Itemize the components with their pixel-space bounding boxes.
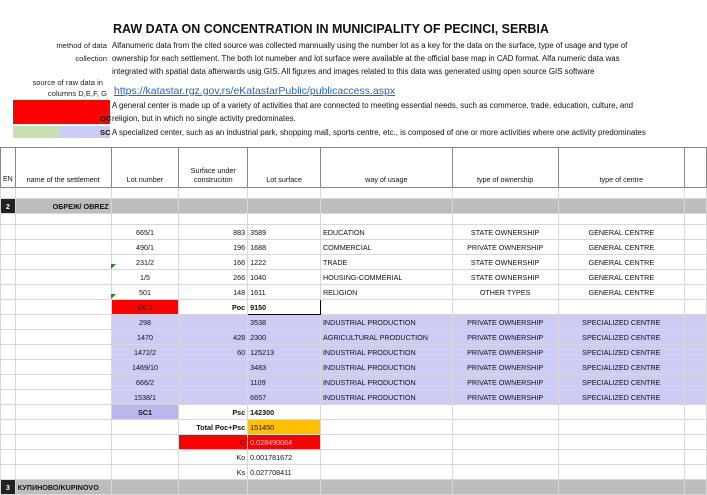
source-label-2: columns D,E,F, G: [47, 89, 107, 98]
surface-cell[interactable]: [179, 315, 248, 330]
lot-cell[interactable]: 665/1: [111, 225, 179, 240]
centre-cell[interactable]: SPECIALIZED CENTRE: [558, 345, 685, 360]
total-value[interactable]: 151450: [248, 420, 321, 435]
comment-indicator-icon: [111, 264, 116, 269]
table-row: [1, 390, 707, 405]
ko-value[interactable]: 0.001781672: [248, 450, 321, 465]
summary-ks-row: [1, 465, 707, 480]
centre-cell[interactable]: SPECIALIZED CENTRE: [558, 375, 685, 390]
usage-cell[interactable]: INDUSTRIAL PRODUCTION: [320, 360, 452, 375]
lot-surface-cell[interactable]: 3483: [248, 360, 321, 375]
table-row: [1, 330, 707, 345]
c-value[interactable]: 0.028490064: [248, 435, 321, 450]
method-text-2: ownership for each settlement. The both lot numeber and lot surface were available at the official base map in CAD format. Alfa numeric data was: [112, 54, 620, 63]
ks-label: Ks: [179, 465, 248, 480]
header-lot-surface: Lot surface: [248, 148, 321, 188]
lot-cell[interactable]: 490/1: [111, 240, 179, 255]
surface-cell[interactable]: 196: [179, 240, 248, 255]
table-row: [1, 270, 707, 285]
ownership-cell[interactable]: PRIVATE OWNERSHIP: [452, 375, 558, 390]
usage-cell[interactable]: COMMERCIAL: [320, 240, 452, 255]
centre-cell[interactable]: SPECIALIZED CENTRE: [558, 360, 685, 375]
lot-cell[interactable]: 1472/2: [111, 345, 179, 360]
oc-legend-swatch: [13, 100, 110, 124]
lot-surface-cell[interactable]: 1688: [248, 240, 321, 255]
centre-cell[interactable]: GENERAL CENTRE: [558, 285, 685, 300]
ownership-cell[interactable]: PRIVATE OWNERSHIP: [452, 360, 558, 375]
source-link[interactable]: https://katastar.rgz.gov.rs/eKatastarPublic/publicaccess.aspx: [114, 85, 396, 97]
spacer-row: [1, 188, 707, 199]
method-label-1: method of data: [56, 41, 107, 50]
oc-legend-text-2: religion, but in which no single activity predominates.: [112, 114, 296, 123]
centre-cell[interactable]: SPECIALIZED CENTRE: [558, 330, 685, 345]
summary-c-row: [1, 435, 707, 450]
method-text-3: integrated with spatial data afterwards usig GIS. All figures and images related to this data was generated using open source GIS software: [112, 67, 595, 76]
settlement-number: 3: [1, 480, 16, 495]
ownership-cell[interactable]: PRIVATE OWNERSHIP: [452, 330, 558, 345]
psc-value[interactable]: 142300: [248, 405, 321, 420]
ownership-cell[interactable]: PRIVATE OWNERSHIP: [452, 315, 558, 330]
oc-total-label[interactable]: OC1: [111, 300, 179, 315]
usage-cell[interactable]: RELIGION: [320, 285, 452, 300]
ownership-cell[interactable]: PRIVATE OWNERSHIP: [452, 345, 558, 360]
settlement-name: ОБРЕЖ/ OBREZ: [15, 199, 111, 214]
ks-value[interactable]: 0.027708411: [248, 465, 321, 480]
centre-cell[interactable]: GENERAL CENTRE: [558, 270, 685, 285]
surface-cell[interactable]: 166: [179, 255, 248, 270]
table-row: [1, 240, 707, 255]
usage-cell[interactable]: INDUSTRIAL PRODUCTION: [320, 390, 452, 405]
oc-legend-code: OC: [100, 114, 112, 123]
table-row: [1, 375, 707, 390]
centre-cell[interactable]: SPECIALIZED CENTRE: [558, 390, 685, 405]
method-text-1: Alfanumeric data from the cited source was collected mannually using the number lot as a key for the data on the surface, type of usage and type of: [112, 41, 628, 50]
header-settlement: name of the settlement: [15, 148, 111, 188]
usage-cell[interactable]: INDUSTRIAL PRODUCTION: [320, 345, 452, 360]
header-centre: type of centre: [558, 148, 685, 188]
ownership-cell[interactable]: STATE OWNERSHIP: [452, 225, 558, 240]
surface-cell[interactable]: 148: [179, 285, 248, 300]
table-row: [1, 315, 707, 330]
method-label-2: collection: [75, 54, 107, 63]
surface-cell[interactable]: [179, 375, 248, 390]
ko-label: Ko: [179, 450, 248, 465]
lot-surface-cell[interactable]: 2300: [248, 330, 321, 345]
lot-surface-cell[interactable]: 125213: [248, 345, 321, 360]
usage-cell[interactable]: TRADE: [320, 255, 452, 270]
header-row: [1, 148, 707, 188]
lot-surface-cell[interactable]: 3589: [248, 225, 321, 240]
surface-cell[interactable]: 266: [179, 270, 248, 285]
comment-indicator-icon: [111, 294, 116, 299]
settlement-row-obrez: [1, 199, 707, 214]
lot-surface-cell[interactable]: 6657: [248, 390, 321, 405]
table-row: [1, 285, 707, 300]
summary-ko-row: [1, 450, 707, 465]
usage-cell[interactable]: INDUSTRIAL PRODUCTION: [320, 315, 452, 330]
summary-total-row: [1, 420, 707, 435]
poc-label: Poc: [179, 300, 248, 315]
ownership-cell[interactable]: PRIVATE OWNERSHIP: [452, 240, 558, 255]
ownership-cell[interactable]: STATE OWNERSHIP: [452, 270, 558, 285]
table-row: [1, 225, 707, 240]
lot-surface-cell[interactable]: 1040: [248, 270, 321, 285]
table-row: [1, 345, 707, 360]
table-row: [1, 255, 707, 270]
usage-cell[interactable]: HOUSING-COMMERIAL: [320, 270, 452, 285]
header-surface: Surface under construciton: [179, 148, 248, 188]
usage-cell[interactable]: AGRICULTURAL PRODUCTION: [320, 330, 452, 345]
lot-surface-cell[interactable]: 1611: [248, 285, 321, 300]
page-title: RAW DATA ON CONCENTRATION IN MUNICIPALITY OF PECINCI, SERBIA: [113, 22, 549, 36]
usage-cell[interactable]: EDUCATION: [320, 225, 452, 240]
surface-cell[interactable]: [179, 360, 248, 375]
header-lot: Lot number: [111, 148, 179, 188]
settlement-number: 2: [1, 199, 16, 214]
sc-total-row: [1, 405, 707, 420]
oc-total-row: [1, 300, 707, 315]
sc-legend-text: A specialized center, such as an industrial park, shopping mall, sports centre, etc., is composed of one or more activities where one activity predominates: [112, 128, 646, 137]
psc-label: Psc: [179, 405, 248, 420]
lot-cell[interactable]: 666/2: [111, 375, 179, 390]
ownership-cell[interactable]: STATE OWNERSHIP: [452, 255, 558, 270]
lot-cell[interactable]: 298: [111, 315, 179, 330]
surface-cell[interactable]: 428: [179, 330, 248, 345]
spacer-row: [1, 214, 707, 225]
centre-cell[interactable]: GENERAL CENTRE: [558, 225, 685, 240]
surface-cell[interactable]: 883: [179, 225, 248, 240]
settlement-name: КУПИНОВО/KUPINOVO: [15, 480, 111, 495]
data-table: [0, 147, 707, 495]
centre-cell[interactable]: GENERAL CENTRE: [558, 240, 685, 255]
lot-cell[interactable]: 1/5: [111, 270, 179, 285]
c-label: C: [179, 435, 248, 450]
ownership-cell[interactable]: PRIVATE OWNERSHIP: [452, 390, 558, 405]
table-row: [1, 360, 707, 375]
lot-cell[interactable]: 1538/1: [111, 390, 179, 405]
lot-cell[interactable]: 501: [111, 285, 179, 300]
header-usage: way of usage: [320, 148, 452, 188]
source-label-1: source of raw data in: [32, 78, 103, 87]
oc-legend-text-1: A general center is made up of a variety of activities that are connected to meeting essential needs, such as commerce, trade, education, culture, and: [112, 101, 634, 110]
ownership-cell[interactable]: OTHER TYPES: [452, 285, 558, 300]
sc-legend-code: SC: [100, 128, 111, 137]
settlement-row-kupinovo: [1, 480, 707, 495]
surface-cell[interactable]: 60: [179, 345, 248, 360]
centre-cell[interactable]: GENERAL CENTRE: [558, 255, 685, 270]
lot-surface-cell[interactable]: 1109: [248, 375, 321, 390]
sc-total-label[interactable]: SC1: [111, 405, 179, 420]
sc-legend-green-swatch: [13, 126, 59, 138]
surface-cell[interactable]: [179, 390, 248, 405]
lot-cell[interactable]: 1469/10: [111, 360, 179, 375]
centre-cell[interactable]: SPECIALIZED CENTRE: [558, 315, 685, 330]
header-en: EN: [1, 148, 16, 188]
lot-surface-cell[interactable]: 1222: [248, 255, 321, 270]
lot-cell[interactable]: 231/2: [111, 255, 179, 270]
header-extra: [685, 148, 707, 188]
usage-cell[interactable]: INDUSTRIAL PRODUCTION: [320, 375, 452, 390]
total-label: Total Poc+Psc: [179, 420, 248, 435]
header-ownership: type of ownership: [452, 148, 558, 188]
lot-cell[interactable]: 1470: [111, 330, 179, 345]
poc-value[interactable]: 9150: [248, 300, 321, 315]
lot-surface-cell[interactable]: 3538: [248, 315, 321, 330]
